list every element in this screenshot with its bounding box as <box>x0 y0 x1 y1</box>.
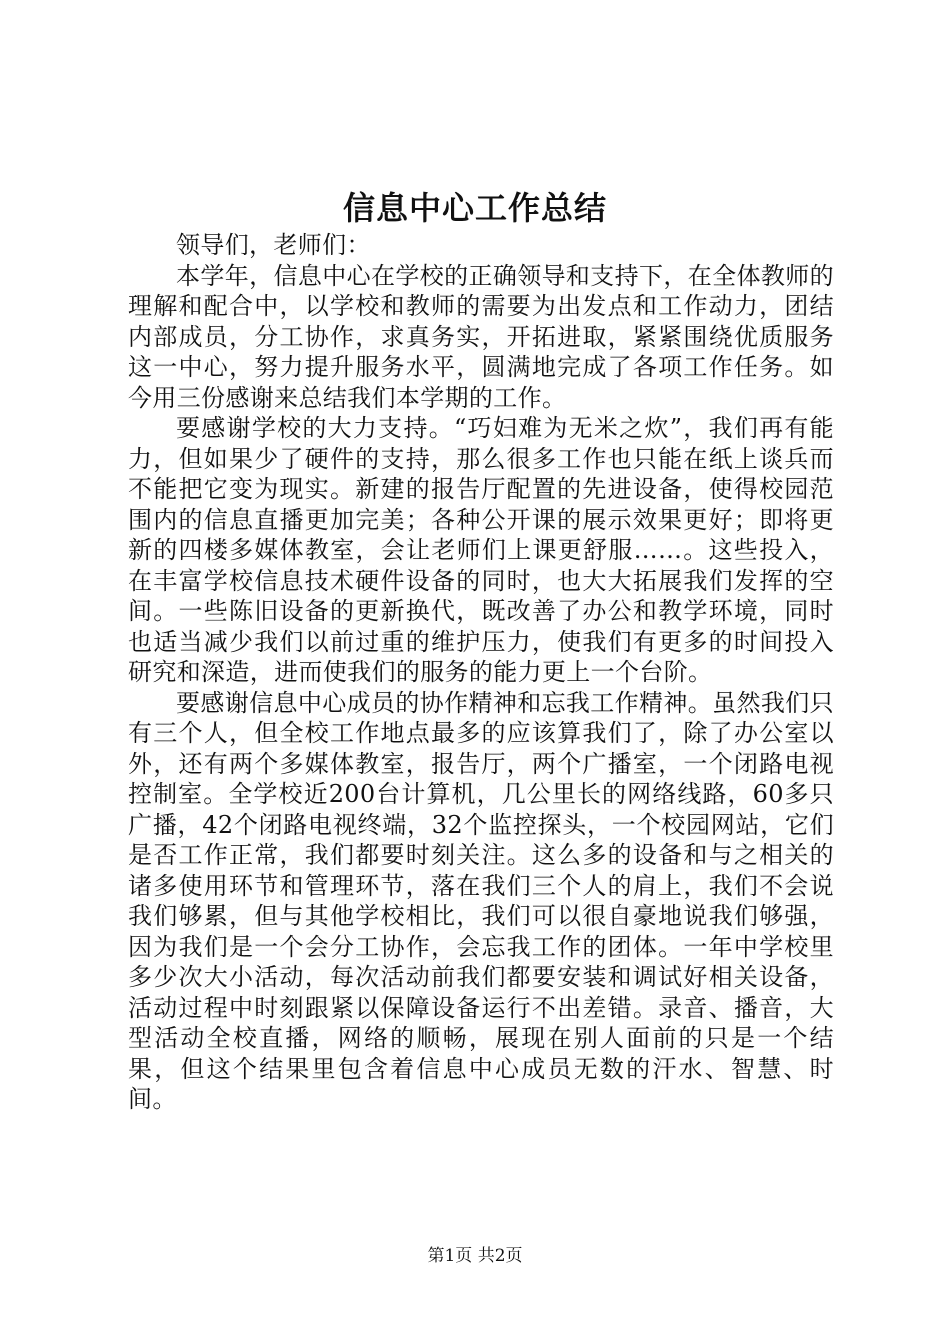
document-body <box>128 230 834 1115</box>
paragraph-2: 要感谢学校的大力支持。“巧妇难为无米之炊”，我们再有能力，但如果少了硬件的支持，那么很多工作也只能在纸上谈兵而不能把它变为现实。新建的报告厅配置的先进设备，使得校园范围内的信息直播更加完美；各种公开课的展示效果更好；即将更新的四楼多媒体教室，会让老师们上课更舒服……。这些投入，在丰富学校信息技术硬件设备的同时，也大大拓展我们发挥的空间。一些陈旧设备的更新换代，既改善了办公和教学环境，同时也适当减少我们以前过重的维护压力，使我们有更多的时间投入研究和深造，进而使我们的服务的能力更上一个台阶。 <box>128 414 834 686</box>
paragraph-1: 本学年，信息中心在学校的正确领导和支持下，在全体教师的理解和配合中，以学校和教师的需要为出发点和工作动力，团结内部成员，分工协作，求真务实，开拓进取，紧紧围绕优质服务这一中心，努力提升服务水平，圆满地完成了各项工作任务。如今用三份感谢来总结我们本学期的工作。 <box>128 261 834 412</box>
paragraph-3: 要感谢信息中心成员的协作精神和忘我工作精神。虽然我们只有三个人，但全校工作地点最多的应该算我们了，除了办公室以外，还有两个多媒体教室，报告厅，两个广播室，一个闭路电视控制室。全学校近200台计算机，几公里长的网络线路，60多只广播，42个闭路电视终端，32个监控探头，一个校园网站，它们是否工作正常，我们都要时刻关注。这么多的设备和与之相关的诸多使用环节和管理环节，落在我们三个人的肩上，我们不会说我们够累，但与其他学校相比，我们可以很自豪地说我们够强，因为我们是一个会分工协作，会忘我工作的团体。一年中学校里多少次大小活动，每次活动前我们都要安装和调试好相关设备，活动过程中时刻跟紧以保障设备运行不出差错。录音、播音，大型活动全校直播，网络的顺畅，展现在别人面前的只是一个结果，但这个结果里包含着信息中心成员无数的汗水、智慧、时间。 <box>128 688 834 1113</box>
greeting: 领导们，老师们： <box>176 231 371 259</box>
document-title: 信息中心工作总结 <box>342 189 607 227</box>
page-footer: 第1页 共2页 <box>427 1246 523 1266</box>
